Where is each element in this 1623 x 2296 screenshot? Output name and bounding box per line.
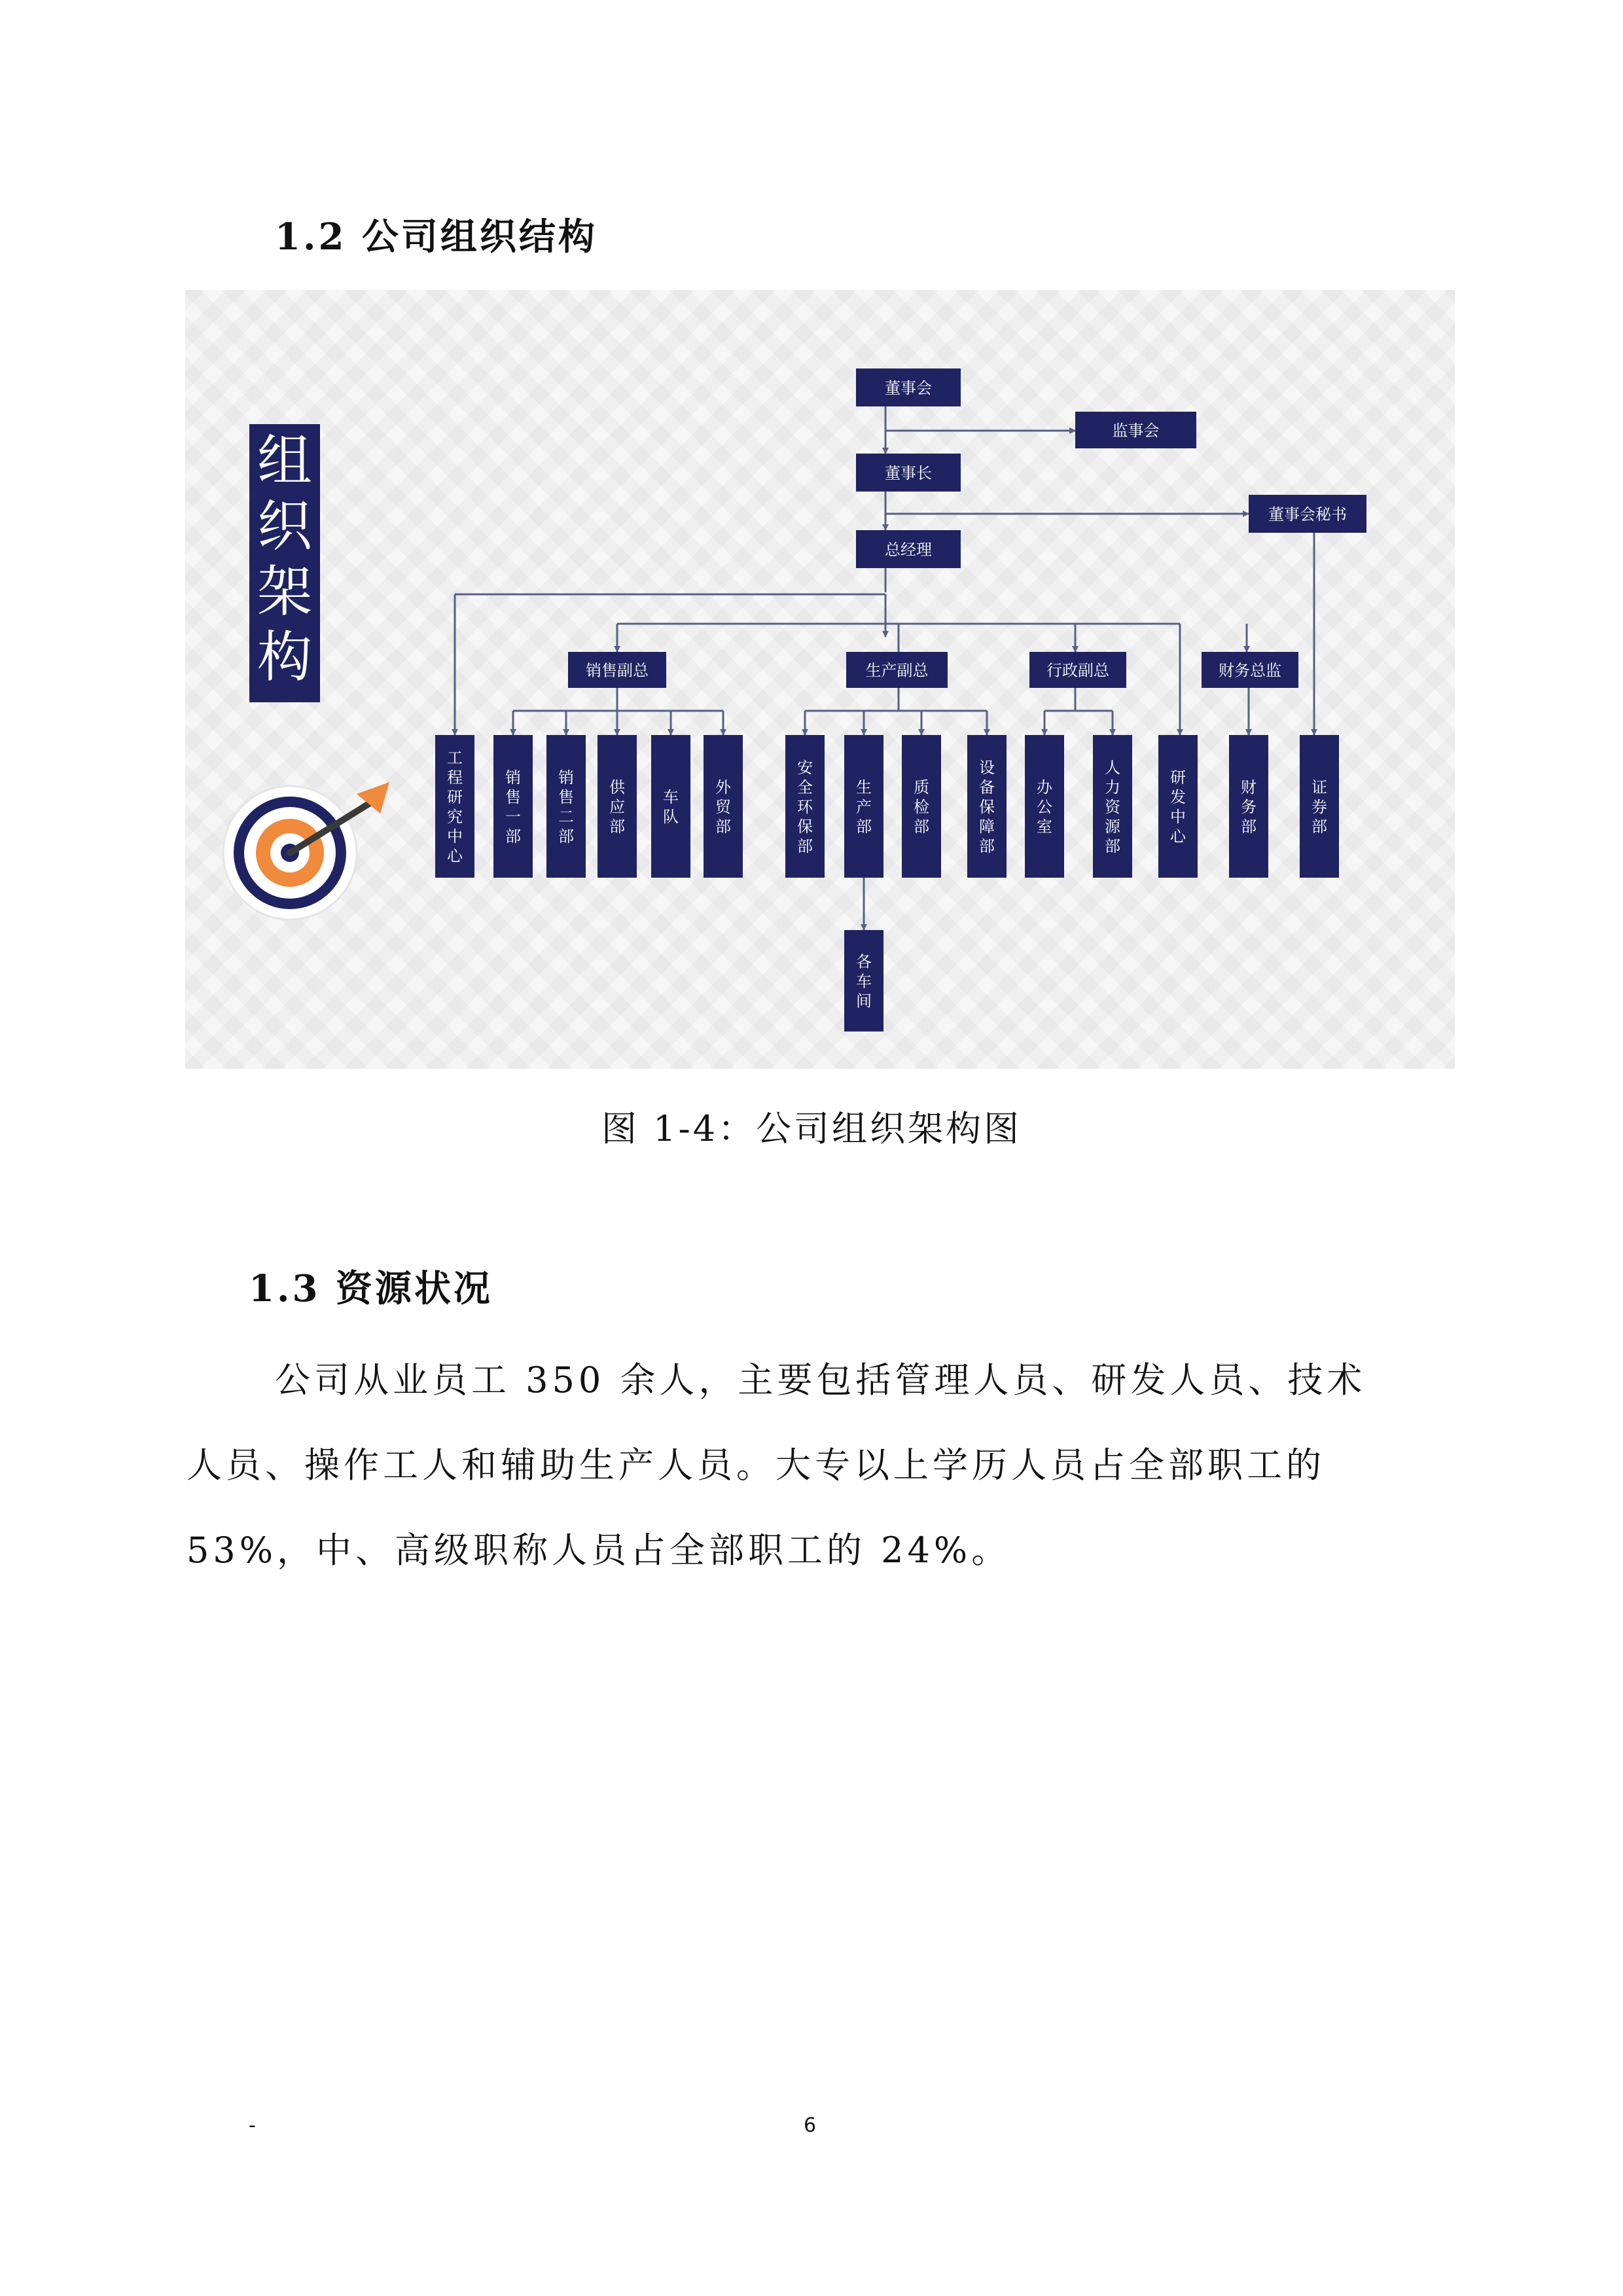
supervisors-label: 监事会 [1112,422,1160,440]
dept-2-char: 售 [558,788,574,806]
cfo-label: 财务总监 [1219,661,1281,680]
general-manager-label: 总经理 [885,541,932,559]
dept-1-char: 部 [505,827,521,846]
dept-9-char: 保 [979,798,995,816]
dept-10-char: 办 [1037,778,1052,797]
dept-2-char: 销 [558,768,574,787]
dept-11-char: 资 [1105,798,1120,816]
dept-1-box [493,735,533,878]
dept-7-char: 生 [856,778,872,797]
dept-5-char: 部 [715,817,731,836]
dept-0-char: 心 [447,847,463,865]
dept-12-char: 中 [1170,808,1186,826]
dept-9-char: 部 [979,837,995,855]
dept-13-char: 务 [1241,798,1257,816]
dept-8-char: 质 [914,778,929,797]
vp-sales-label: 销售副总 [586,661,649,680]
dept-9-char: 障 [979,817,995,836]
side-title-char: 构 [257,625,313,689]
dept-13-char: 财 [1241,778,1257,797]
footer-dash: - [249,2114,256,2137]
paragraph-line-3: 53%，中、高级职称人员占全部职工的 24%。 [187,1530,1011,1571]
dept-14-char: 部 [1311,817,1327,836]
workshops-char: 车 [856,972,872,991]
dept-1-char: 售 [505,788,521,806]
dept-4-char: 队 [663,808,679,826]
figure-caption: 图 1-4：公司组织架构图 [601,1108,1022,1149]
dept-11-char: 部 [1105,837,1120,855]
dept-8-char: 检 [914,798,929,816]
section-heading-1-3: 1.3 资源状况 [249,1267,493,1310]
org-chart-diagram [185,290,1455,1069]
dept-4-box [651,735,690,878]
dept-6-char: 安 [797,759,813,777]
dept-12-char: 发 [1170,788,1186,806]
dept-12-box [1158,735,1198,878]
dept-0-char: 研 [447,788,463,806]
page-number: 6 [804,2114,817,2137]
side-title-char: 架 [257,560,313,624]
dept-2-char: 部 [558,827,574,846]
vp-admin-label: 行政副总 [1046,661,1109,680]
dept-2-box [546,735,586,878]
board-label: 董事会 [885,379,932,397]
dept-13-char: 部 [1241,817,1257,836]
dept-0-char: 程 [447,768,463,787]
paragraph-line-1: 公司从业员工 350 余人，主要包括管理人员、研发人员、技术 [275,1359,1366,1401]
dept-9-char: 备 [979,778,995,797]
dept-12-char: 心 [1170,827,1186,846]
dept-11-char: 力 [1105,778,1120,797]
dept-6-char: 全 [797,778,813,797]
dept-3-char: 供 [609,778,625,797]
workshops-char: 各 [856,952,872,971]
dept-8-char: 部 [914,817,929,836]
dept-9-char: 设 [979,759,995,777]
dept-6-char: 环 [797,798,813,816]
dept-0-char: 中 [447,827,463,846]
dept-3-char: 应 [609,798,625,816]
dept-7-char: 部 [856,817,872,836]
dept-10-char: 公 [1037,798,1052,816]
dept-5-char: 外 [715,778,731,797]
dept-10-char: 室 [1037,817,1052,836]
chairman-label: 董事长 [885,464,932,482]
side-title-char: 织 [257,494,313,558]
dept-11-char: 源 [1105,817,1120,836]
side-title-char: 组 [257,429,313,493]
dept-2-char: 二 [558,808,574,826]
dept-3-char: 部 [609,817,625,836]
paragraph-line-2: 人员、操作工人和辅助生产人员。大专以上学历人员占全部职工的 [187,1444,1325,1486]
section-heading-1-2: 1.2 公司组织结构 [275,215,597,259]
dept-12-char: 研 [1170,768,1186,787]
dept-6-char: 保 [797,817,813,836]
dept-11-char: 人 [1105,759,1120,777]
dept-6-char: 部 [797,837,813,855]
dept-7-char: 产 [856,798,872,816]
workshops-char: 间 [856,992,872,1011]
dept-14-char: 证 [1311,778,1327,797]
dept-4-char: 车 [663,788,679,806]
dept-5-char: 贸 [715,798,731,816]
dept-14-char: 券 [1311,798,1327,816]
dept-0-char: 究 [447,808,463,826]
dept-1-char: 一 [505,808,521,826]
dept-1-char: 销 [505,768,521,787]
org-chart-figure [185,290,1455,1069]
dept-0-char: 工 [447,749,463,767]
vp-production-label: 生产副总 [865,661,929,680]
board-secretary-label: 董事会秘书 [1268,505,1347,524]
